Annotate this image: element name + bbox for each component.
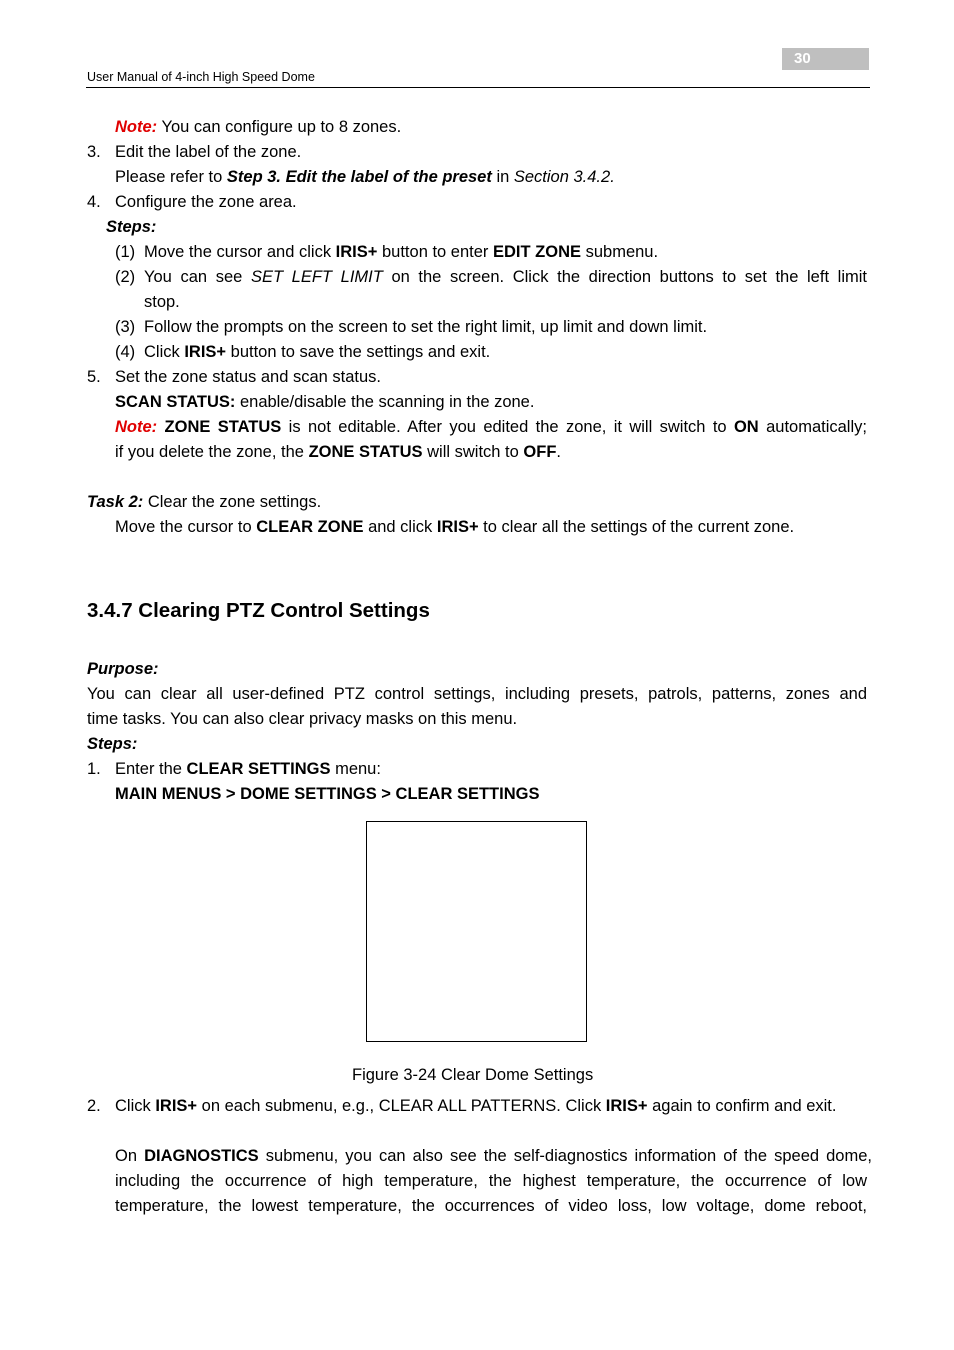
section-heading: 3.4.7 Clearing PTZ Control Settings: [87, 599, 430, 622]
step-text: Configure the zone area.: [115, 193, 297, 211]
substep-text: Click IRIS+ button to save the settings and exit.: [144, 343, 491, 361]
step-number: 1.: [87, 760, 101, 778]
step3-reference: Please refer to Step 3. Edit the label of the preset in Section 3.4.2.: [115, 168, 615, 186]
substep-number: (2): [115, 268, 136, 286]
substep-text: Move the cursor and click IRIS+ button to enter EDIT ZONE submenu.: [144, 243, 659, 261]
figure-placeholder: [366, 821, 587, 1042]
step-number: 3.: [87, 143, 101, 161]
diagnostics-text: On DIAGNOSTICS submenu, you can also see the self-diagnostics information of the speed dome,: [115, 1147, 872, 1165]
step-text: Enter the CLEAR SETTINGS menu:: [115, 760, 381, 778]
substep-text: Follow the prompts on the screen to set the right limit, up limit and down limit.: [144, 318, 708, 336]
substep-number: (1): [115, 243, 136, 261]
menu-path: MAIN MENUS > DOME SETTINGS > CLEAR SETTINGS: [115, 785, 540, 803]
note-text: You can configure up to 8 zones.: [157, 118, 402, 136]
substep-number: (4): [115, 343, 136, 361]
note-zone-status: Note: ZONE STATUS is not editable. After you edited the zone, it will switch to ON automatically;: [115, 418, 867, 436]
purpose-label: Purpose:: [87, 660, 159, 678]
header-divider: [86, 87, 870, 88]
figure-caption: Figure 3-24 Clear Dome Settings: [352, 1066, 594, 1084]
step-number: 4.: [87, 193, 101, 211]
step-number: 5.: [87, 368, 101, 386]
steps-label: Steps:: [87, 735, 138, 753]
step-text: Set the zone status and scan status.: [115, 368, 381, 386]
substep-text-cont: stop.: [144, 293, 180, 311]
step-number: 2.: [87, 1097, 101, 1115]
task2-heading: Task 2: Clear the zone settings.: [87, 493, 322, 511]
purpose-text-cont: time tasks. You can also clear privacy masks on this menu.: [87, 710, 518, 728]
steps-label: Steps:: [106, 218, 157, 236]
diagnostics-text-cont: temperature, the lowest temperature, the occurrences of video loss, low voltage, dome reboot,: [115, 1197, 867, 1215]
note-zone-status-cont: if you delete the zone, the ZONE STATUS will switch to OFF.: [115, 443, 561, 461]
scan-status-desc: SCAN STATUS: enable/disable the scanning in the zone.: [115, 393, 535, 411]
substep-number: (3): [115, 318, 136, 336]
diagnostics-text-cont: including the occurrence of high temperature, the highest temperature, the occurrence of low: [115, 1172, 867, 1190]
page-number: 30: [794, 50, 811, 67]
note-zones: [115, 115, 401, 140]
step-text: Edit the label of the zone.: [115, 143, 302, 161]
task2-text: Move the cursor to CLEAR ZONE and click IRIS+ to clear all the settings of the current zone.: [115, 518, 795, 536]
manual-title: User Manual of 4-inch High Speed Dome: [87, 70, 315, 84]
substep-text: You can see SET LEFT LIMIT on the screen. Click the direction buttons to set the left limit: [144, 268, 867, 286]
note-label: Note:: [115, 118, 158, 136]
purpose-text: You can clear all user-defined PTZ control settings, including presets, patrols, patterns, zones and: [87, 685, 867, 703]
step-text: Click IRIS+ on each submenu, e.g., CLEAR ALL PATTERNS. Click IRIS+ again to confirm and exit.: [115, 1097, 837, 1115]
